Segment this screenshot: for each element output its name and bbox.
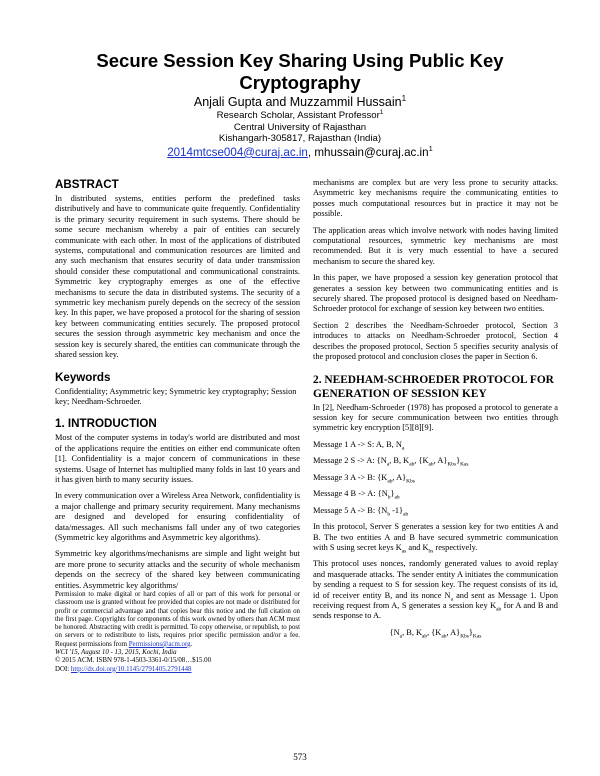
response-formula: {$N_a$, B, $K_{ab}$, {$K_{ab}$, $A\}_{Kbs}\}_{Kas}$ bbox=[389, 627, 482, 640]
abstract-heading: ABSTRACT bbox=[55, 178, 119, 191]
email-2: mhussain@curaj.ac.in bbox=[311, 145, 429, 159]
right-paragraph-3: In this paper, we have proposed a session key generation protocol that generates a session key between two communicating entities and is securely shared. The proposed protocol is designed based on Needham-Schroeder protocol for exchange of session key between two entities. bbox=[313, 273, 558, 314]
left-column bbox=[55, 178, 300, 674]
message-2: Message 2 S -> A: {$N_a$, B, $K_{ab}$, {$K_{ab}$, $A\}_{Kbs}\}_{Kas}$ bbox=[313, 456, 469, 468]
author-names: Anjali Gupta and Muzzammil Hussain$^1$ bbox=[193, 93, 407, 109]
message-4: Message 4 B -> A: $\{N_b\}_{ab}$ bbox=[313, 489, 400, 501]
doi-line: DOI: http://dx.doi.org/10.1145/2791405.2791448 bbox=[55, 665, 192, 673]
section-2-heading: 2. NEEDHAM-SCHROEDER PROTOCOL FOR GENERATION OF SESSION KEY bbox=[313, 373, 554, 400]
message-5: Message 5 A -> B: {$N_b$ $-1\}_{ab}$ bbox=[313, 505, 409, 518]
acm-isbn: © 2015 ACM. ISBN 978-1-4503-3361-0/15/08…$15.00 bbox=[55, 657, 212, 665]
abstract-text: In distributed systems, entities perform the predefined tasks distributively and have to communicate quite frequently. Confidentiality is the primary security requirement in such systems. There should be some secure mechanism whereby a pair of entities can securely communicate with each other. In most of the applications of distributed systems, computational and communication resources are limited and any such mechanism that ensures security of data under transmission should consider these computational and communicational constraints. Symmetric key cryptography emerges as one of the effective mechanisms to secure the data in distributed systems. The security of a symmetric key mechanism purely depends on the secrecy of the session key. In this paper, we have proposed a protocol for the sharing of session key between communicating entities securely. The proposed protocol secures the session through asymmetric key mechanism and once the session key is securely shared, the entities can communicate through the shared session key. bbox=[55, 194, 300, 360]
author-emails: 2014mtcse004@curaj.ac.in, $mhussain@curaj.ac.in^1$ bbox=[167, 143, 433, 159]
message-3: Message 3 A -> B: {$K_{ab}$, $A\}_{Kbs}$ bbox=[313, 472, 415, 485]
conference-info: WCI '15, August 10 - 13, 2015, Kochi, India bbox=[55, 649, 177, 657]
intro-paragraph-2: In every communication over a Wireless Area Network, confidentiality is a major challenge and primary security requirement. Many mechanisms are designed and developed for ensuring confidentiality of data/messages. All such mechanisms fall under any of two categories (Symmetric key algorithms and Asymmetric key algorithms). bbox=[55, 491, 300, 542]
message-1: Message 1 A -> S: A, B, $N_a$ bbox=[313, 439, 405, 452]
author-affiliation: Research Scholar, Assistant Professor$^1$ bbox=[216, 108, 384, 121]
section-2-paragraph-2: In this protocol, Server S generates a session key for two entities A and B. The two entities A and B have secured symmetric communication with S using secret keys $K_{as}$ and $K_{bs}$ respectively. bbox=[313, 522, 558, 555]
doi-link[interactable]: http://dx.doi.org/10.1145/2791405.2791448 bbox=[70, 665, 192, 673]
keywords-heading: Keywords bbox=[55, 370, 111, 384]
section-2-paragraph-1: In [2], Needham-Schroeder (1978) has proposed a protocol to generate a session key for secure communication between two entities through symmetric key encryption [5][8][9]. bbox=[313, 402, 558, 433]
intro-paragraph-3: Symmetric key algorithms/mechanisms are simple and light weight but are more prone to security attacks and the security of whole mechanism depends on the secrecy of the shared key between communicating entities. Asymmetric key algorithms/ bbox=[55, 549, 300, 590]
right-paragraph-1: mechanisms are complex but are very less prone to security attacks. Asymmetric key mechanisms require the communicating entities to posses much computational resources but in practice it may not be possible. bbox=[313, 178, 558, 219]
paper-title: Secure Session Key Sharing Using Public Key Cryptography bbox=[96, 50, 504, 93]
right-paragraph-2: The application areas which involve network with nodes having limited computational resources, symmetric key mechanisms are most recommended. But it is very much essential to have a secured mechanism to secure the shared key. bbox=[313, 225, 558, 266]
intro-paragraph-1: Most of the computer systems in today's world are distributed and most of the applications require the entities on either end communicate often [1]. Confidentiality is a major concern of communications in these systems. Usage of Internet has multiplied many folds in last 10 years and it has given birth to many security issues. bbox=[55, 433, 300, 484]
copyright-notice: Permission to make digital or hard copies of all or part of this work for personal or classroom use is granted without fee provided that copies are not made or distributed for profit or commercial advantage and that copies bear this notice and the full citation on the first page. Copyrights for components of this work owned by others than ACM must be honored. Abstracting with credit is permitted. To copy otherwise, or republish, to post on servers or to redistribute to lists, requires prior specific permission and/or a fee. Request permissions from Permissions@acm.org. bbox=[55, 591, 300, 648]
permissions-email-link[interactable]: Permissions@acm.org bbox=[128, 640, 191, 648]
section-2-paragraph-3: This protocol uses nonces, randomly generated values to avoid replay and masquerade attacks. The sender entity A initiates the communication by sending a request to S for session key. The request consists of its id, id of receiver entity B, and its nonce $N_a$ and sent as Message 1. Upon receiving request from A, S generates a session key $K_{ab}$ for A and B and sends response to A. bbox=[313, 559, 558, 621]
author-university: Central University of Rajasthan bbox=[233, 121, 367, 133]
right-column bbox=[313, 178, 558, 644]
keywords-text: Confidentiality; Asymmetric key; Symmetric key cryptography; Session key; Needham-Schroeder. bbox=[55, 386, 297, 406]
email-link-1[interactable]: 2014mtcse004@curaj.ac.in bbox=[167, 145, 308, 159]
intro-heading: 1. INTRODUCTION bbox=[55, 417, 157, 431]
author-address: Kishangarh-305817, Rajasthan (India) bbox=[218, 133, 382, 145]
author-block bbox=[100, 94, 500, 160]
right-paragraph-4: Section 2 describes the Needham-Schroeder protocol, Section 3 introduces to attacks on Needham-Schroeder protocol, Section 4 describes the proposed protocol, Section 5 specifies security analysis of the proposed protocol and conclusion closes the paper in Section 6. bbox=[313, 320, 558, 362]
page-number: 573 bbox=[293, 752, 307, 762]
